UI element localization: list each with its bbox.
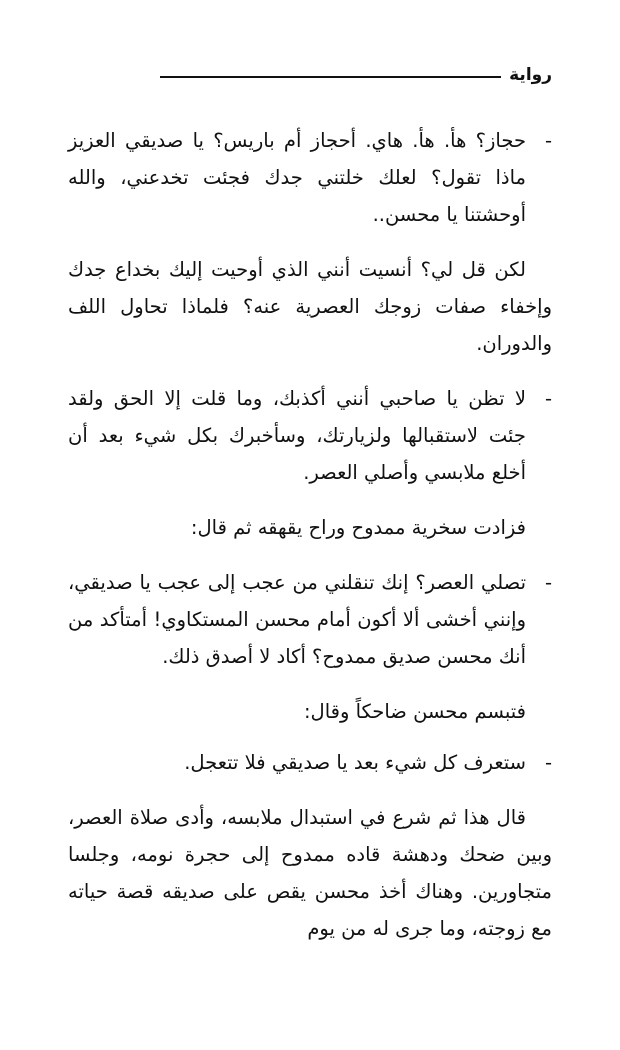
- paragraph-text: فزادت سخرية ممدوح وراح يقهقه ثم قال:: [190, 516, 526, 539]
- header-title: رواية: [509, 65, 552, 85]
- paragraph-text: قال هذا ثم شرع في استبدال ملابسه، وأدى صلاة العصر، وبين ضحك ودهشة قاده ممدوح إلى حجرة نومه، وجلسا متجاورين. وهناك أخذ محسن يقص على صديقه قصة حياته مع زوجته، وما جرى له من يوم: [68, 806, 552, 940]
- dialogue-paragraph-3: [68, 564, 552, 675]
- paragraph-text: تصلي العصر؟ إنك تنقلني من عجب إلى عجب يا صديقي، وإنني أخشى ألا أكون أمام محسن المستكاوي! أمتأكد من أنك محسن صديق ممدوح؟ أكاد لا أصدق ذلك.: [68, 571, 526, 668]
- narration-paragraph-1: [68, 251, 552, 362]
- running-header: [160, 60, 552, 90]
- dialogue-paragraph-4: [68, 744, 552, 781]
- narration-paragraph-4: [68, 799, 552, 947]
- narration-paragraph-2: [68, 509, 552, 546]
- paragraph-text: فتبسم محسن ضاحكاً وقال:: [303, 700, 526, 723]
- paragraph-text: ستعرف كل شيء بعد يا صديقي فلا تتعجل.: [184, 751, 526, 774]
- header-rule: [160, 76, 501, 78]
- dialogue-dash: -: [544, 751, 552, 774]
- dialogue-dash: -: [544, 387, 552, 410]
- narration-paragraph-3: [68, 693, 552, 730]
- dialogue-paragraph-2: [68, 380, 552, 491]
- dialogue-dash: -: [544, 571, 552, 594]
- page-body: [68, 122, 552, 947]
- paragraph-text: لكن قل لي؟ أنسيت أنني الذي أوحيت إليك بخداع جدك وإخفاء صفات زوجك العصرية عنه؟ فلماذا تحاول اللف والدوران.: [68, 258, 552, 355]
- dialogue-dash: -: [544, 129, 552, 152]
- dialogue-paragraph-1: [68, 122, 552, 233]
- paragraph-text: حجاز؟ هأ. هأ. هاي. أحجاز أم باريس؟ يا صديقي العزيز ماذا تقول؟ لعلك خلتني جدك فجئت تخدعني، والله أوحشتنا يا محسن..: [68, 129, 526, 226]
- paragraph-text: لا تظن يا صاحبي أنني أكذبك، وما قلت إلا الحق ولقد جئت لاستقبالها ولزيارتك، وسأخبرك بكل شيء بعد أن أخلع ملابسي وأصلي العصر.: [68, 387, 526, 484]
